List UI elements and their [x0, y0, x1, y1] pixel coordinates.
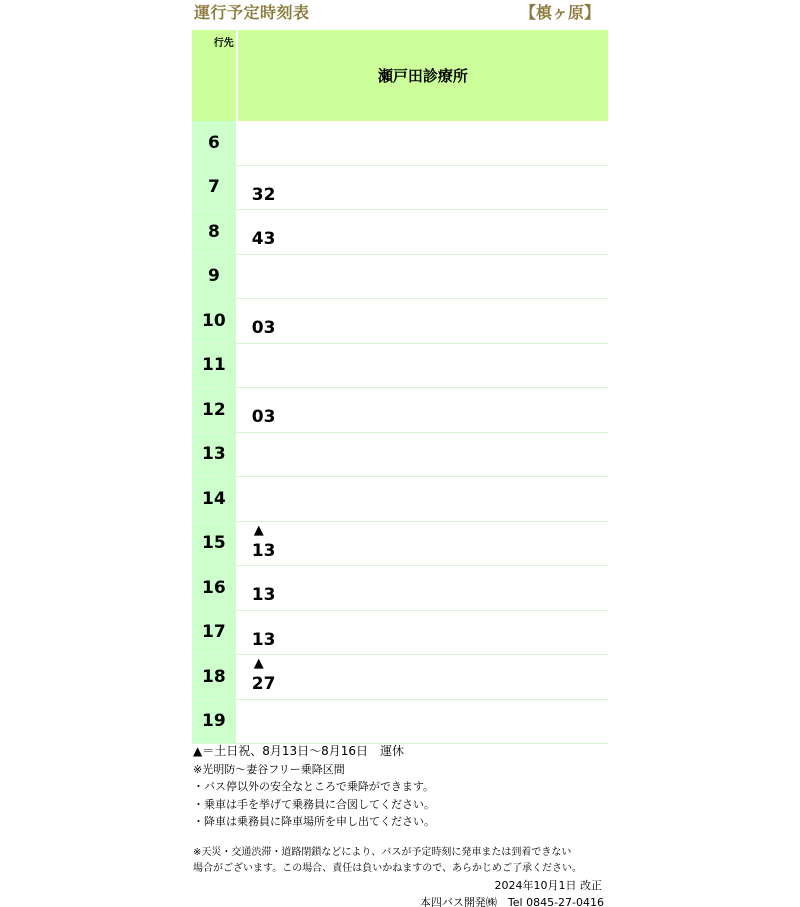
table-row: [192, 166, 608, 211]
minutes-cell: [238, 477, 608, 521]
disclaimer-line: 場合がございます。この場合、責任は負いかねますので、あらかじめご了承ください。: [193, 863, 582, 874]
minutes-cell: [238, 121, 608, 165]
hour-cell: 15: [192, 522, 236, 566]
timetable-rows: [192, 121, 608, 744]
weekday-only-mark: ▲: [253, 522, 264, 538]
table-row: [192, 477, 608, 522]
minutes-cell: [238, 166, 608, 210]
table-row: [192, 299, 608, 344]
table-row: [192, 344, 608, 389]
revision-date: 2024年10月1日 改正: [494, 879, 602, 892]
timetable-header: [192, 0, 608, 22]
note-line: ・乗車は手を挙げて乗務員に合図してください。: [193, 797, 435, 811]
hour-cell: 9: [192, 255, 236, 299]
table-row: [192, 433, 608, 478]
hour-cell: 7: [192, 166, 236, 210]
minutes-cell: [238, 388, 608, 432]
hour-cell: 8: [192, 210, 236, 254]
departure-minute: 13: [251, 629, 276, 650]
minutes-cell: [238, 433, 608, 477]
minutes-cell: [238, 655, 608, 699]
table-row: [192, 522, 608, 567]
hour-cell: 16: [192, 566, 236, 610]
disclaimer-line: ※天災・交通渋滞・道路閉鎖などにより、バスが予定時刻に発車または到着できない: [193, 847, 572, 858]
note-line: ・降車は乗務員に降車場所を申し出てください。: [193, 815, 435, 828]
table-row: [192, 611, 608, 656]
minutes-cell: [238, 344, 608, 388]
hour-cell: 6: [192, 121, 236, 165]
hour-cell: 19: [192, 700, 236, 744]
departure-minute: 13: [251, 585, 276, 605]
table-header-row: [192, 30, 608, 121]
table-row: [192, 700, 608, 745]
minutes-cell: [238, 566, 608, 610]
table-row: [192, 121, 608, 166]
hour-cell: 18: [192, 655, 236, 699]
disclaimer: [193, 845, 609, 877]
destination-header: 瀬戸田診療所: [238, 30, 608, 121]
hour-cell: 11: [192, 344, 236, 388]
departure-minute: 27: [251, 674, 276, 694]
hour-cell: 12: [192, 388, 236, 432]
departure-minute: 32: [251, 184, 276, 205]
minutes-cell: [238, 299, 608, 343]
table-row: [192, 655, 608, 700]
bus-stop-name: 【槙ヶ原】: [519, 3, 600, 22]
page-title: 運行予定時刻表: [194, 3, 310, 22]
departure-minute: 13: [251, 540, 276, 561]
minutes-cell: [238, 522, 608, 566]
note-line: ・バス停以外の安全なところで乗降ができます。: [193, 780, 435, 793]
notes: [193, 743, 609, 831]
departure-minute: 03: [251, 407, 276, 427]
minutes-cell: [238, 611, 608, 655]
hour-cell: 13: [192, 433, 236, 477]
hour-cell: 17: [192, 611, 236, 655]
hour-cell: 10: [192, 299, 236, 343]
table-row: [192, 255, 608, 300]
table-row: [192, 388, 608, 433]
table-row: [192, 210, 608, 255]
departure-minute: 43: [251, 229, 276, 249]
company-contact: 本四バス開発㈱ Tel 0845-27-0416: [419, 896, 604, 907]
minutes-cell: [238, 255, 608, 299]
minutes-cell: [238, 210, 608, 254]
destination-label: 行先: [213, 38, 234, 49]
timetable: [192, 30, 608, 744]
table-row: [192, 566, 608, 611]
hour-cell: 14: [192, 477, 236, 521]
note-line: ※光明防〜妻谷フリー乗降区間: [193, 762, 345, 776]
hour-column-header: [192, 30, 236, 121]
minutes-cell: [238, 700, 608, 744]
weekday-only-mark: ▲: [253, 656, 264, 671]
departure-minute: 03: [251, 318, 276, 338]
legend-note: ▲＝土日祝、8月13日〜8月16日 運休: [193, 744, 405, 758]
